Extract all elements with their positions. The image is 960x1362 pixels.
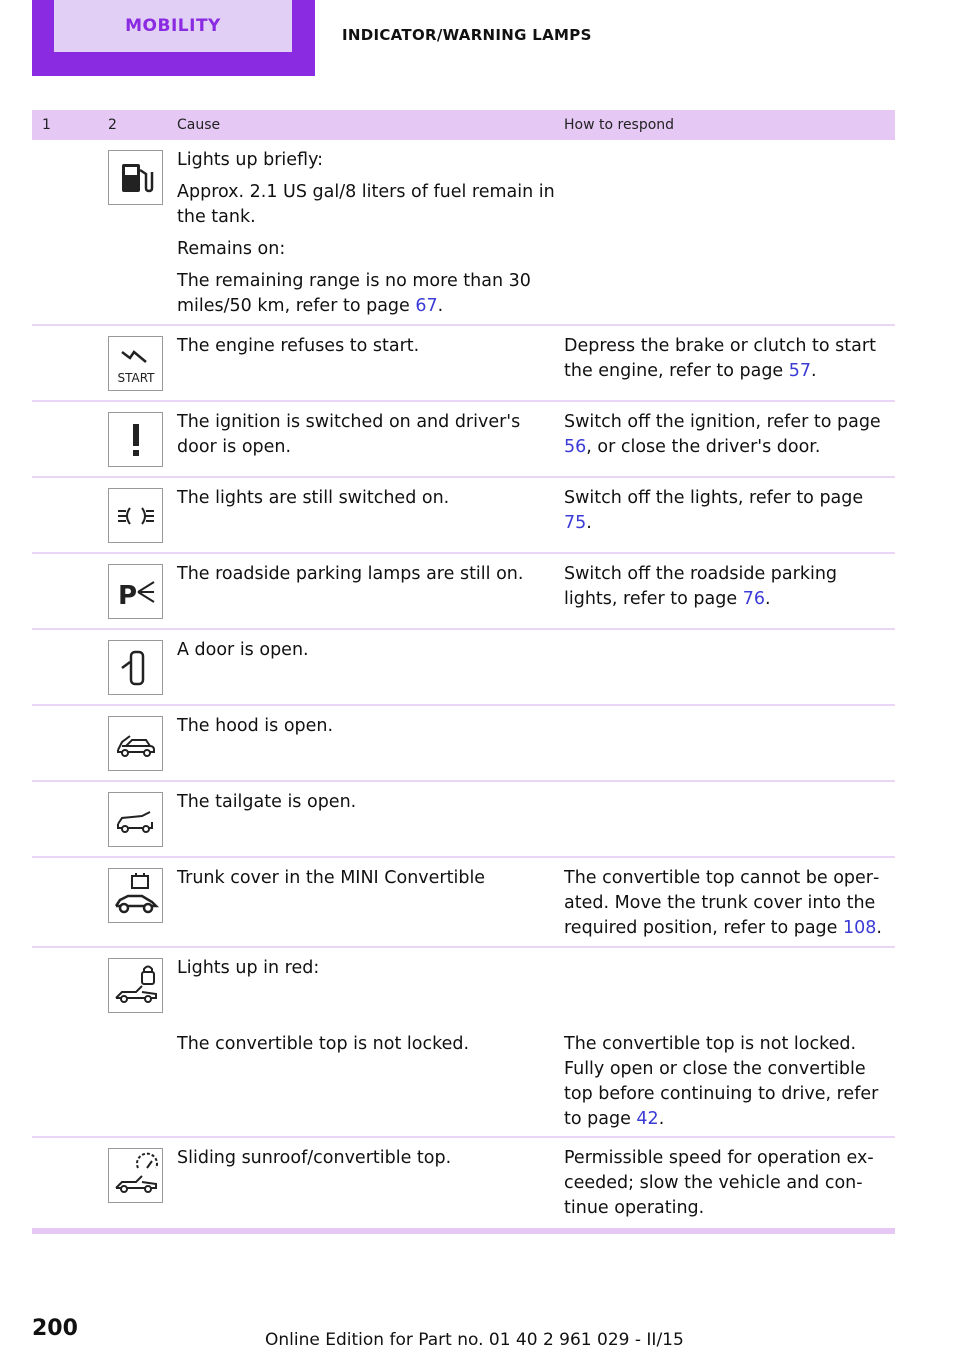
svg-text:START: START	[116, 370, 155, 385]
page-link[interactable]: 56	[564, 437, 587, 457]
page-link[interactable]: 76	[742, 589, 765, 609]
respond-text: The convertible top cannot be oper‐ated. Move the trunk cover into the required position, refer to page 108.	[564, 868, 882, 938]
trunk-cover-icon	[108, 868, 163, 923]
page-link[interactable]: 75	[564, 513, 587, 533]
table-bottom-rule	[32, 1228, 895, 1234]
start-engine-icon	[108, 336, 163, 391]
table-row	[32, 858, 895, 948]
respond-line: Switch off the lights, refer to page	[564, 488, 864, 508]
respond-text: Depress the brake or clutch to start the engine, refer to page 57.	[564, 336, 876, 381]
cause-text: A door is open.	[177, 640, 309, 660]
fuel-pump-icon	[108, 150, 163, 205]
column-header-cause: Cause	[177, 117, 221, 133]
cause-line: Lights up in red:	[177, 958, 320, 978]
page-link[interactable]: 108	[843, 918, 877, 938]
respond-line: Switch off the ignition, refer to page	[564, 412, 881, 432]
chapter-tab-label: MOBILITY	[54, 0, 292, 52]
table-row	[32, 706, 895, 782]
section-title: INDICATOR/WARNING LAMPS	[342, 26, 592, 44]
table-header	[32, 110, 895, 140]
cause-line-text: The remaining range is no more than 30 miles/50 km, refer to page	[177, 271, 531, 316]
page-header	[0, 0, 960, 80]
cause-text: The tailgate is open.	[177, 792, 357, 812]
tailgate-open-icon	[108, 792, 163, 847]
convertible-lock-icon	[108, 958, 163, 1013]
svg-text:P: P	[117, 580, 137, 611]
page-link[interactable]: 67	[415, 296, 438, 316]
page-number: 200	[32, 1316, 78, 1341]
cause-text: Trunk cover in the MINI Convertible	[177, 868, 486, 888]
cause-text: Sliding sunroof/convertible top.	[177, 1148, 452, 1168]
cause-line: Approx. 2.1 US gal/8 liters of fuel remain in the tank.	[177, 182, 555, 227]
respond-line: The convertible top cannot be oper‐ated. Move the trunk cover into the required position, refer to page	[564, 868, 880, 938]
exclamation-icon	[108, 412, 163, 467]
page-link[interactable]: 57	[788, 361, 812, 381]
respond-line: Switch off the roadside parking lights, refer to page	[564, 564, 838, 609]
table-row	[32, 554, 895, 630]
respond-suffix: , or close the driver's door.	[586, 437, 821, 457]
cause-text-2: The convertible top is not locked.	[177, 1034, 470, 1054]
table-row	[32, 1138, 895, 1228]
cause-line: Remains on:	[177, 239, 286, 259]
respond-text: The convertible top is not locked. Fully open or close the convertible top before continuing to drive, refer to page 42.	[564, 1034, 879, 1129]
table-row	[32, 782, 895, 858]
cause-text	[177, 148, 557, 326]
cause-text: The hood is open.	[177, 716, 334, 736]
cause-text: The engine refuses to start.	[177, 336, 420, 356]
cause-text: The ignition is switched on and driver's door is open.	[177, 412, 521, 457]
lights-on-icon	[108, 488, 163, 543]
cause-line: The remaining range is no more than 30 miles/50 km, refer to page 67.	[177, 271, 531, 316]
parking-lamp-icon	[108, 564, 163, 619]
respond-line: The convertible top is not locked. Fully open or close the convertible top before continuing to drive, refer to page	[564, 1034, 879, 1129]
column-header-respond: How to respond	[564, 117, 675, 133]
cause-line: Lights up briefly:	[177, 150, 324, 170]
hood-open-icon	[108, 716, 163, 771]
edition-footer: Online Edition for Part no. 01 40 2 961 029 - II/15	[265, 1330, 684, 1350]
table-row	[32, 140, 895, 326]
respond-text: Permissible speed for operation ex‐ceeded; slow the vehicle and con‐tinue operating.	[564, 1148, 874, 1218]
respond-line: Depress the brake or clutch to start the engine, refer to page	[564, 336, 876, 381]
table-row	[32, 326, 895, 402]
page-link[interactable]: 42	[636, 1109, 659, 1129]
table-row	[32, 402, 895, 478]
respond-text: Switch off the roadside parking lights, refer to page 76.	[564, 564, 838, 609]
column-header-2: 2	[108, 117, 117, 133]
respond-text: Switch off the lights, refer to page 75.	[564, 488, 864, 533]
respond-text	[564, 410, 894, 460]
table-row	[32, 948, 895, 1138]
table-row	[32, 630, 895, 706]
indicator-table	[32, 110, 895, 1234]
chapter-tab	[32, 0, 315, 76]
cause-text	[177, 956, 557, 988]
speed-convertible-icon	[108, 1148, 163, 1203]
cause-text: The roadside parking lamps are still on.	[177, 564, 524, 584]
cause-text: The lights are still switched on.	[177, 488, 450, 508]
table-row	[32, 478, 895, 554]
door-open-icon	[108, 640, 163, 695]
column-header-1: 1	[42, 117, 51, 133]
